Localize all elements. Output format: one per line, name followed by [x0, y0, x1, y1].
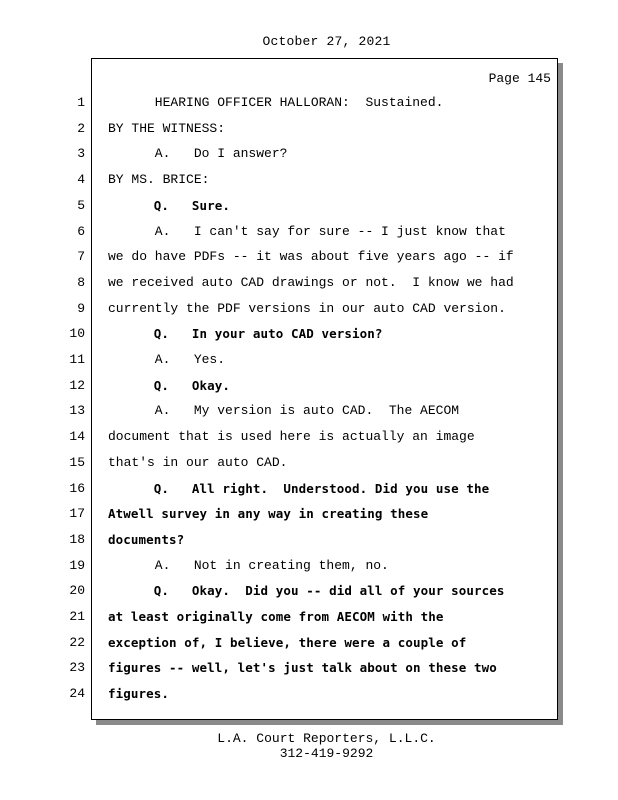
transcript-line: A. Not in creating them, no. — [108, 558, 389, 573]
line-number: 19 — [69, 558, 85, 573]
transcript-line: Q. All right. Understood. Did you use the — [108, 481, 490, 496]
transcript-line: figures. — [108, 686, 170, 701]
transcript-date: October 27, 2021 — [262, 34, 391, 49]
transcript-line: A. Yes. — [108, 352, 226, 367]
line-number: 4 — [77, 172, 85, 187]
line-number: 5 — [77, 198, 85, 213]
transcript-line: HEARING OFFICER HALLORAN: Sustained. — [108, 95, 444, 110]
page-number: Page 145 — [488, 71, 551, 86]
transcript-line: BY THE WITNESS: — [108, 121, 226, 136]
transcript-line: A. Do I answer? — [108, 146, 288, 161]
line-number: 21 — [69, 609, 85, 624]
transcript-line: document that is used here is actually an image — [108, 429, 475, 444]
line-number: 7 — [77, 249, 85, 264]
line-number: 22 — [69, 635, 85, 650]
line-number: 9 — [77, 301, 85, 316]
transcript-line: Q. Okay. — [108, 378, 231, 393]
line-number: 16 — [69, 481, 85, 496]
transcript-line: documents? — [108, 532, 185, 547]
line-number: 20 — [69, 583, 85, 598]
transcript-line: Q. Okay. Did you -- did all of your sources — [108, 583, 505, 598]
line-number: 11 — [69, 352, 85, 367]
transcript-line: A. My version is auto CAD. The AECOM — [108, 403, 460, 418]
line-number: 8 — [77, 275, 85, 290]
transcript-line: Q. Sure. — [108, 198, 231, 213]
line-number: 6 — [77, 224, 85, 239]
footer-company: L.A. Court Reporters, L.L.C. — [217, 731, 436, 746]
footer-phone: 312-419-9292 — [279, 746, 374, 761]
line-number: 14 — [69, 429, 85, 444]
transcript-line: Atwell survey in any way in creating these — [108, 506, 429, 521]
transcript-line: Q. In your auto CAD version? — [108, 326, 383, 341]
transcript-line: that's in our auto CAD. — [108, 455, 288, 470]
line-number: 18 — [69, 532, 85, 547]
line-number: 17 — [69, 506, 85, 521]
line-number: 10 — [69, 326, 85, 341]
transcript-line: we received auto CAD drawings or not. I know we had — [108, 275, 514, 290]
line-number: 12 — [69, 378, 85, 393]
line-number: 23 — [69, 660, 85, 675]
transcript-line: we do have PDFs -- it was about five years ago -- if — [108, 249, 514, 264]
line-number: 24 — [69, 686, 85, 701]
line-number: 13 — [69, 403, 85, 418]
transcript-line: BY MS. BRICE: — [108, 172, 210, 187]
transcript-line: figures -- well, let's just talk about on these two — [108, 660, 497, 675]
line-number: 2 — [77, 121, 85, 136]
transcript-line: at least originally come from AECOM with the — [108, 609, 444, 624]
line-number: 3 — [77, 146, 85, 161]
transcript-line: A. I can't say for sure -- I just know that — [108, 224, 506, 239]
line-number: 15 — [69, 455, 85, 470]
transcript-line: exception of, I believe, there were a couple of — [108, 635, 467, 650]
transcript-line: currently the PDF versions in our auto CAD version. — [108, 301, 506, 316]
line-number: 1 — [77, 95, 85, 110]
